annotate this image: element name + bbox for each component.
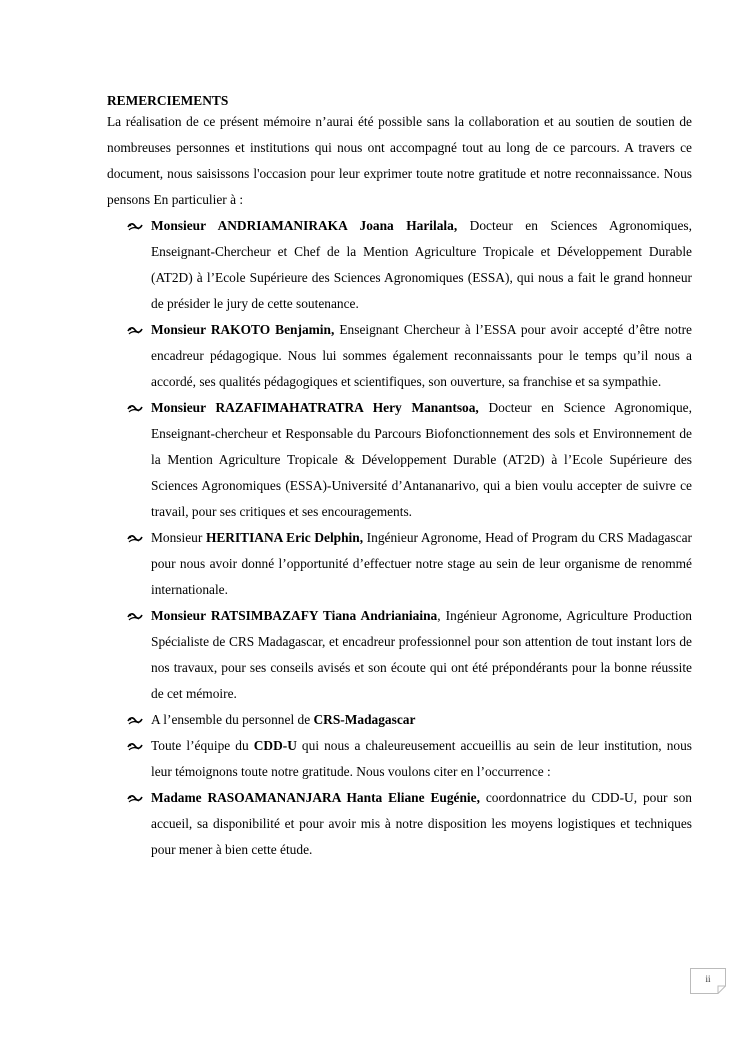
person-name: HERITIANA Eric Delphin, xyxy=(205,530,364,545)
list-item xyxy=(107,603,692,707)
item-text: Docteur en Science Agronomique, Enseignant-chercheur et Responsable du Parcours Biofonctionnement des sols et Environnement de la Mention Agriculture Tropicale & Développement Durable (AT2D) à l’Ecole Supérieure des Sciences Agronomiques (ESSA)-Université d’Antananarivo, qui a bien voulu accepter de suivre ce travail, pour ses critiques et ses encouragements. xyxy=(151,400,692,519)
list-item xyxy=(107,525,692,603)
organization-name: CRS-Madagascar xyxy=(313,712,416,727)
acknowledgements-section xyxy=(107,93,692,863)
list-item xyxy=(107,707,692,733)
acknowledgement-list xyxy=(107,213,692,863)
item-text: , Ingénieur Agronome, Agriculture Production Spécialiste de CRS Madagascar, et encadreur professionnel pour son attention de tout instant lors de nos travaux, pour ses conseils avisés et son écoute qui ont été prépondérants pour la bonne réussite de cet mémoire. xyxy=(151,608,692,701)
item-prefix: A l’ensemble du personnel de xyxy=(151,712,314,727)
list-item xyxy=(107,733,692,785)
item-text: Enseignant Chercheur à l’ESSA pour avoir accepté d’être notre encadreur pédagogique. Nous lui sommes également reconnaissants pour le temps qu’il nous a accordé, ses qualités pédagogiques et scientifiques, son ouverture, sa franchise et sa sympathie. xyxy=(151,322,692,389)
item-text: qui nous a chaleureusement accueillis au sein de leur institution, nous leur témoignons toute notre gratitude. Nous voulons citer en l’occurrence : xyxy=(151,738,692,779)
organization-name: CDD-U xyxy=(253,738,297,753)
list-item xyxy=(107,785,692,863)
item-prefix: Monsieur xyxy=(151,530,206,545)
person-name: Monsieur ANDRIAMANIRAKA Joana Harilala, xyxy=(151,218,458,233)
person-name: Monsieur RAKOTO Benjamin, xyxy=(151,322,335,337)
scroll-bullet-icon xyxy=(127,733,145,759)
scroll-bullet-icon xyxy=(127,213,145,239)
list-item xyxy=(107,317,692,395)
section-heading: REMERCIEMENTS xyxy=(107,93,229,108)
intro-paragraph: La réalisation de ce présent mémoire n’aurai été possible sans la collaboration et au soutien de soutien de nombreuses personnes et institutions qui nous ont accompagné tout au long de ce parcours. A travers ce document, nous saisissons l'occasion pour leur exprimer toute notre gratitude et notre reconnaissance. Nous pensons En particulier à : xyxy=(107,114,692,207)
item-text: Docteur en Sciences Agronomiques, Enseignant-Chercheur et Chef de la Mention Agriculture Tropicale et Développement Durable (AT2D) à l’Ecole Supérieure des Sciences Agronomiques (ESSA), qui nous a fait le grand honneur de présider le jury de cette soutenance. xyxy=(151,218,692,311)
list-item xyxy=(107,395,692,525)
scroll-bullet-icon xyxy=(127,395,145,421)
list-item xyxy=(107,213,692,317)
page-number: ii xyxy=(705,974,711,984)
person-name: Monsieur RATSIMBAZAFY Tiana Andrianiaina xyxy=(151,608,438,623)
scroll-bullet-icon xyxy=(127,707,145,733)
item-text: coordonnatrice du CDD-U, pour son accueil, sa disponibilité et pour avoir mis à notre disposition les moyens logistiques et techniques pour mener à bien cette étude. xyxy=(151,790,692,857)
scroll-bullet-icon xyxy=(127,525,145,551)
item-prefix: Toute l’équipe du xyxy=(151,738,254,753)
scroll-bullet-icon xyxy=(127,603,145,629)
item-text: Ingénieur Agronome, Head of Program du CRS Madagascar pour nous avoir donné l’opportunité d’effectuer notre stage au sein de leur organisme de renommé internationale. xyxy=(151,530,692,597)
page-number-box xyxy=(690,968,726,994)
person-name: Madame RASOAMANANJARA Hanta Eliane Eugénie, xyxy=(151,790,480,805)
person-name: Monsieur RAZAFIMAHATRATRA Hery Manantsoa, xyxy=(151,400,479,415)
scroll-bullet-icon xyxy=(127,317,145,343)
scroll-bullet-icon xyxy=(127,785,145,811)
